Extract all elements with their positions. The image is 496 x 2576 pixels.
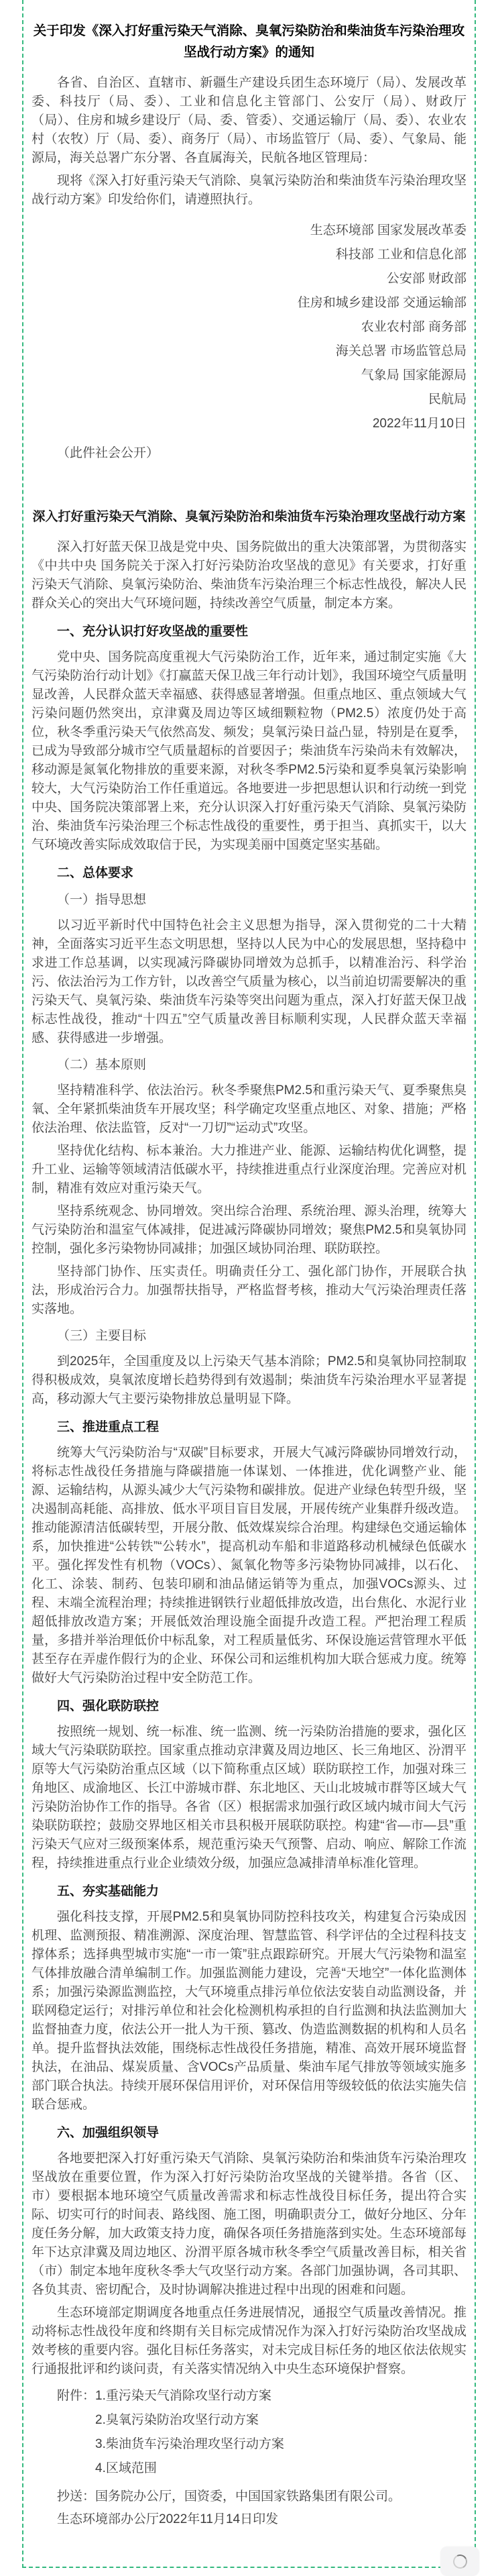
- forward-paragraph: 现将《深入打好重污染天气消除、臭氧污染防治和柴油货车污染治理攻坚战行动方案》印发给你们，请遵照执行。: [32, 174, 467, 207]
- attachments-lead: 附件：1.重污染天气消除攻坚行动方案: [57, 2389, 271, 2403]
- signer-line: 公安部 财政部: [386, 272, 467, 286]
- section-3-heading: 三、推进重点工程: [57, 1420, 160, 1434]
- issue-line: 生态环境部办公厅2022年11月14日印发: [57, 2512, 279, 2526]
- signer-line: 生态环境部 国家发展改革委: [310, 223, 467, 237]
- section-2-sub-2-paragraph: 坚持优化结构、标本兼治。大力推进产业、能源、运输结构优化调整，提升工业、运输等领域清洁低碳水平，持续推进重点行业深度治理。完善应对机制，精准有效应对重污染天气。: [32, 1144, 467, 1195]
- section-2-sub-2-heading: （二）基本原则: [57, 1058, 147, 1072]
- attachment-item: 2.臭氧污染防治攻坚行动方案: [95, 2413, 259, 2427]
- loading-spinner-icon: [451, 2553, 469, 2570]
- signer-line: 民航局: [428, 392, 467, 407]
- section-2-sub-3-paragraph: 到2025年，全国重度及以上污染天气基本消除；PM2.5和臭氧协同控制取得积极成效，臭氧浓度增长趋势得到有效遏制；柴油货车污染治理水平显著提高，移动源大气主要污染物排放总量明显下降。: [32, 1354, 467, 1406]
- attachment-item: 4.区域范围: [95, 2461, 157, 2475]
- addressees-paragraph: 各省、自治区、直辖市、新疆生产建设兵团生态环境厅（局）、发展改革委、科技厅（局、委）、工业和信息化主管部门、公安厅（局）、财政厅（局）、住房和城乡建设厅（局、委、管委）、交通运输厅（局、委）、农业农村（农牧）厅（局、委）、商务厅（局）、市场监管厅（局、委）、气象局、能源局，海关总署广东分署、各直属海关，民航各地区管理局：: [32, 76, 467, 165]
- section-2-sub-3-heading: （三）主要目标: [57, 1329, 147, 1343]
- section-2-sub-2-paragraph: 坚持部门协作、压实责任。明确责任分工、强化部门协作，开展联合执法，形成治污合力。加强帮扶指导，严格监督考核，推动大气污染治理责任落实落地。: [32, 1265, 467, 1316]
- signer-line: 气象局 国家能源局: [361, 368, 467, 382]
- signer-line: 农业农村部 商务部: [361, 320, 467, 334]
- section-6-heading: 六、加强组织领导: [57, 2126, 160, 2140]
- section-2-sub-2-paragraph: 坚持精准科学、依法治污。秋冬季聚焦PM2.5和重污染天气、夏季聚焦臭氧、全年紧抓柴油货车开展攻坚；科学确定攻坚重点地区、对象、措施；严格依法治理、依法监管，反对“一刀切”“运动式”攻坚。: [32, 1083, 467, 1135]
- section-4-heading: 四、强化联防联控: [57, 1699, 160, 1713]
- attachment-item: 3.柴油货车污染治理攻坚行动方案: [95, 2437, 284, 2451]
- section-1-heading: 一、充分认识打好攻坚战的重要性: [57, 625, 249, 639]
- signer-line: 住房和城乡建设部 交通运输部: [297, 296, 467, 310]
- notice-title: 关于印发《深入打好重污染天气消除、臭氧污染防治和柴油货车污染治理攻坚战行动方案》的通知: [33, 23, 465, 60]
- section-2-sub-1-heading: （一）指导思想: [57, 893, 147, 907]
- section-6-paragraph: 生态环境部定期调度各地重点任务进展情况，通报空气质量改善情况。推动将标志性战役年度和终期有关目标完成情况作为深入打好污染防治攻坚战成效考核的重要内容。强化目标任务落实，对未完成目标任务的地区依法依规实行通报批评和约谈问责，有关落实情况纳入中央生态环境保护督察。: [32, 2306, 467, 2376]
- section-2-heading: 二、总体要求: [57, 866, 134, 880]
- section-4-paragraph: 按照统一规划、统一标准、统一监测、统一污染防治措施的要求，强化区域大气污染联防联控。国家重点推动京津冀及周边地区、长三角地区、汾渭平原等大气污染防治重点区域（以下简称重点区域）联防联控工作，加强对珠三角地区、成渝地区、长江中游城市群、东北地区、天山北坡城市群等区域大气污染防治协作工作的指导。各省（区）根据需求加强行政区域内城市间大气污染联防联控；鼓励交界地区相关市县积极开展联防联控。构建“省—市—县”重污染天气应对三级预案体系，规范重污染天气预警、启动、响应、解除工作流程，持续推进重点行业企业绩效分级，加强应急减排清单标准化管理。: [32, 1725, 467, 1870]
- plan-title: 深入打好重污染天气消除、臭氧污染防治和柴油货车污染治理攻坚战行动方案: [32, 510, 466, 524]
- section-1-paragraph: 党中央、国务院高度重视大气污染防治工作，近年来，通过制定实施《大气污染防治行动计划》《打赢蓝天保卫战三年行动计划》，我国环境空气质量明显改善，人民群众蓝天幸福感、获得感显著增强。但重点地区、重点领域大气污染问题仍然突出，京津冀及周边等区域细颗粒物（PM2.5）浓度仍处于高位，秋冬季重污染天气依然高发、频发；臭氧污染日益凸显，特别是在夏季，已成为导致部分城市空气质量超标的首要因子；柴油货车污染尚未有效解决，移动源是氮氧化物排放的重要来源，对秋冬季PM2.5污染和夏季臭氧污染影响较大，大气污染防治工作任重道远。各地要进一步把思想认识和行动统一到党中央、国务院决策部署上来，充分认识深入打好重污染天气消除、臭氧污染防治、柴油货车污染治理三个标志性战役的重要性，勇于担当、真抓实干，以大气环境改善实际成效取信于民，为实现美丽中国奠定坚实基础。: [32, 650, 467, 852]
- signer-line: 科技部 工业和信息化部: [335, 248, 467, 262]
- section-6-paragraph: 各地要把深入打好重污染天气消除、臭氧污染防治和柴油货车污染治理攻坚战放在重要位置，作为深入打好污染防治攻坚战的关键举措。各省（区、市）要根据本地环境空气质量改善需求和标志性战役目标任务，提出符合实际、切实可行的时间表、路线图、施工图，明确职责分工，做好分地区、分年度任务分解，加大政策支持力度，确保各项任务措施落到实处。生态环境部每年下达京津冀及周边地区、汾渭平原各城市秋冬季空气质量改善目标，相关省（市）制定本地年度秋冬季大气攻坚行动方案。各部门加强协调，各司其职、各负其责、密切配合，及时协调解决推进过程中出现的困难和问题。: [32, 2151, 467, 2297]
- section-3-paragraph: 统筹大气污染防治与“双碳”目标要求，开展大气减污降碳协同增效行动，将标志性战役任务措施与降碳措施一体谋划、一体推进，优化调整产业、能源、运输结构，从源头减少大气污染物和碳排放。促进产业绿色转型升级，坚决遏制高耗能、高排放、低水平项目盲目发展，开展传统产业集群升级改造。推动能源清洁低碳转型，开展分散、低效煤炭综合治理。构建绿色交通运输体系，加快推进“公转铁”“公转水”，提高机动车船和非道路移动机械绿色低碳水平。强化挥发性有机物（VOCs）、氮氧化物等多污染物协同减排，以石化、化工、涂装、制药、包装印刷和油品储运销等为重点，加强VOCs源头、过程、末端全流程治理；持续推进钢铁行业超低排放改造，出台焦化、水泥行业超低排放改造方案；开展低效治理设施全面提升改造工程。严把治理工程质量，多措并举治理低价中标乱象，对工程质量低劣、环保设施运营管理水平低甚至存在弄虚作假行为的企业、环保公司和运维机构加大联合惩戒力度。统筹做好大气污染防治过程中安全防范工作。: [32, 1446, 467, 1685]
- public-disclosure-note: （此件社会公开）: [57, 446, 160, 460]
- signer-line: 海关总署 市场监管总局: [335, 344, 467, 358]
- section-5-paragraph: 强化科技支撑，开展PM2.5和臭氧协同防控科技攻关，构建复合污染成因机理、监测预报、精准溯源、深度治理、智慧监管、科学评估的全过程科技支撑体系；选择典型城市实施“一市一策”驻点跟踪研究。开展大气污染物和温室气体排放融合清单编制工作。加强监测能力建设，完善“天地空”一体化监测体系；加强污染源监测监控，大气环境重点排污单位依法安装自动监测设备，并联网稳定运行；对排污单位和社会化检测机构承担的自行监测和执法监测加大监督抽查力度，依法公开一批人为干预、篡改、伪造监测数据的机构和人员名单。提升监督执法效能，围绕标志性战役任务措施，精准、高效开展环境监督执法，在油品、煤炭质量、含VOCs产品质量、柴油车尾气排放等领域实施多部门联合执法。持续开展环保信用评价，对环保信用等级较低的依法实施失信联合惩戒。: [32, 1910, 467, 2112]
- document-frame: [22, 0, 476, 2568]
- cc-line: 抄送：国务院办公厅，国资委，中国国家铁路集团有限公司。: [57, 2489, 401, 2504]
- section-2-sub-2-paragraph: 坚持系统观念、协同增效。突出综合治理、系统治理、源头治理，统筹大气污染防治和温室气体减排，促进减污降碳协同增效；聚焦PM2.5和臭氧协同控制，强化多污染物协同减排；加强区域协同治理、联防联控。: [32, 1204, 467, 1256]
- notice-date: 2022年11月10日: [372, 417, 467, 431]
- plan-intro-paragraph: 深入打好蓝天保卫战是党中央、国务院做出的重大决策部署，为贯彻落实《中共中央 国务院关于深入打好污染防治攻坚战的意见》有关要求，打好重污染天气消除、臭氧污染防治、柴油货车污染治理三个标志性战役，解决人民群众关心的突出大气环境问题，持续改善空气质量，制定本方案。: [32, 540, 467, 610]
- section-2-sub-1-paragraph: 以习近平新时代中国特色社会主义思想为指导，深入贯彻党的二十大精神，全面落实习近平生态文明思想，坚持以人民为中心的发展思想，坚持稳中求进工作总基调，以实现减污降碳协同增效为总抓手，以精准治污、科学治污、依法治污为工作方针，以改善空气质量为核心，以当前迫切需要解决的重污染天气、臭氧污染、柴油货车污染等突出问题为重点，深入打好蓝天保卫战标志性战役，推动“十四五”空气质量改善目标顺利实现，人民群众蓝天幸福感、获得感进一步增强。: [32, 918, 467, 1045]
- section-5-heading: 五、夯实基础能力: [57, 1884, 160, 1898]
- loading-button[interactable]: [440, 2546, 479, 2576]
